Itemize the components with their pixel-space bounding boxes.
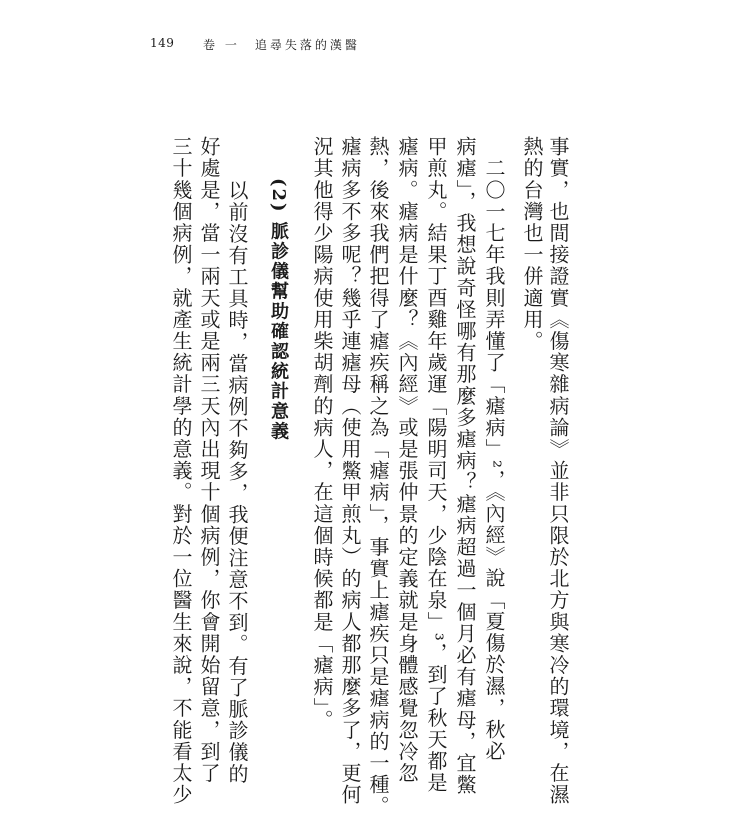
text-column-10: 以前沒有工具時，當病例不夠多，我便注意不到。有了脈診儀的 [225, 180, 249, 785]
page-number: 149 [150, 36, 175, 50]
text-column-5: 甲煎丸。結果丁酉雞年歲運「陽明司天，少陰在泉」³，到了秋天都是 [424, 136, 448, 794]
text-column-1: 事實，也間接證實《傷寒雜病論》並非只限於北方與寒冷的環境，在濕 [546, 136, 570, 806]
text-column-4: 病瘧」，我想說奇怪哪有那麼多瘧病？瘧病超過一個月必有瘧母，宜鱉 [453, 136, 477, 796]
text-column-11: 好處是，當一兩天或是兩三天內出現十個病例，你會開始留意，到了 [197, 136, 221, 784]
text-column-2: 熱的台灣也一併適用。 [520, 136, 544, 352]
text-column-3: 二〇一七年我則弄懂了「瘧病」²，《內經》說「夏傷於濕，秋必 [482, 136, 506, 763]
section-heading: (2) 脈診儀幫助確認統計意義 [268, 178, 289, 442]
text-column-7: 熱，後來我們把得了瘧疾稱之為「瘧病」，事實上瘧疾只是瘧病的一種。 [366, 136, 390, 817]
text-column-6: 瘧病。瘧病是什麼？《內經》或是張仲景的定義就是身體感覺忽冷忽 [395, 136, 419, 784]
running-header: 卷 一 追尋失落的漢醫 [203, 38, 360, 52]
text-column-8: 瘧病多不多呢？幾乎連瘧母（使用鱉甲煎丸）的病人都那麼多了，更何 [338, 136, 362, 806]
text-column-9: 況其他得少陽病使用柴胡劑的病人，在這個時候都是「瘧病」。 [310, 136, 334, 731]
text-column-12: 三十幾個病例，就產生統計學的意義。對於一位醫生來說，不能看太少 [169, 136, 193, 806]
